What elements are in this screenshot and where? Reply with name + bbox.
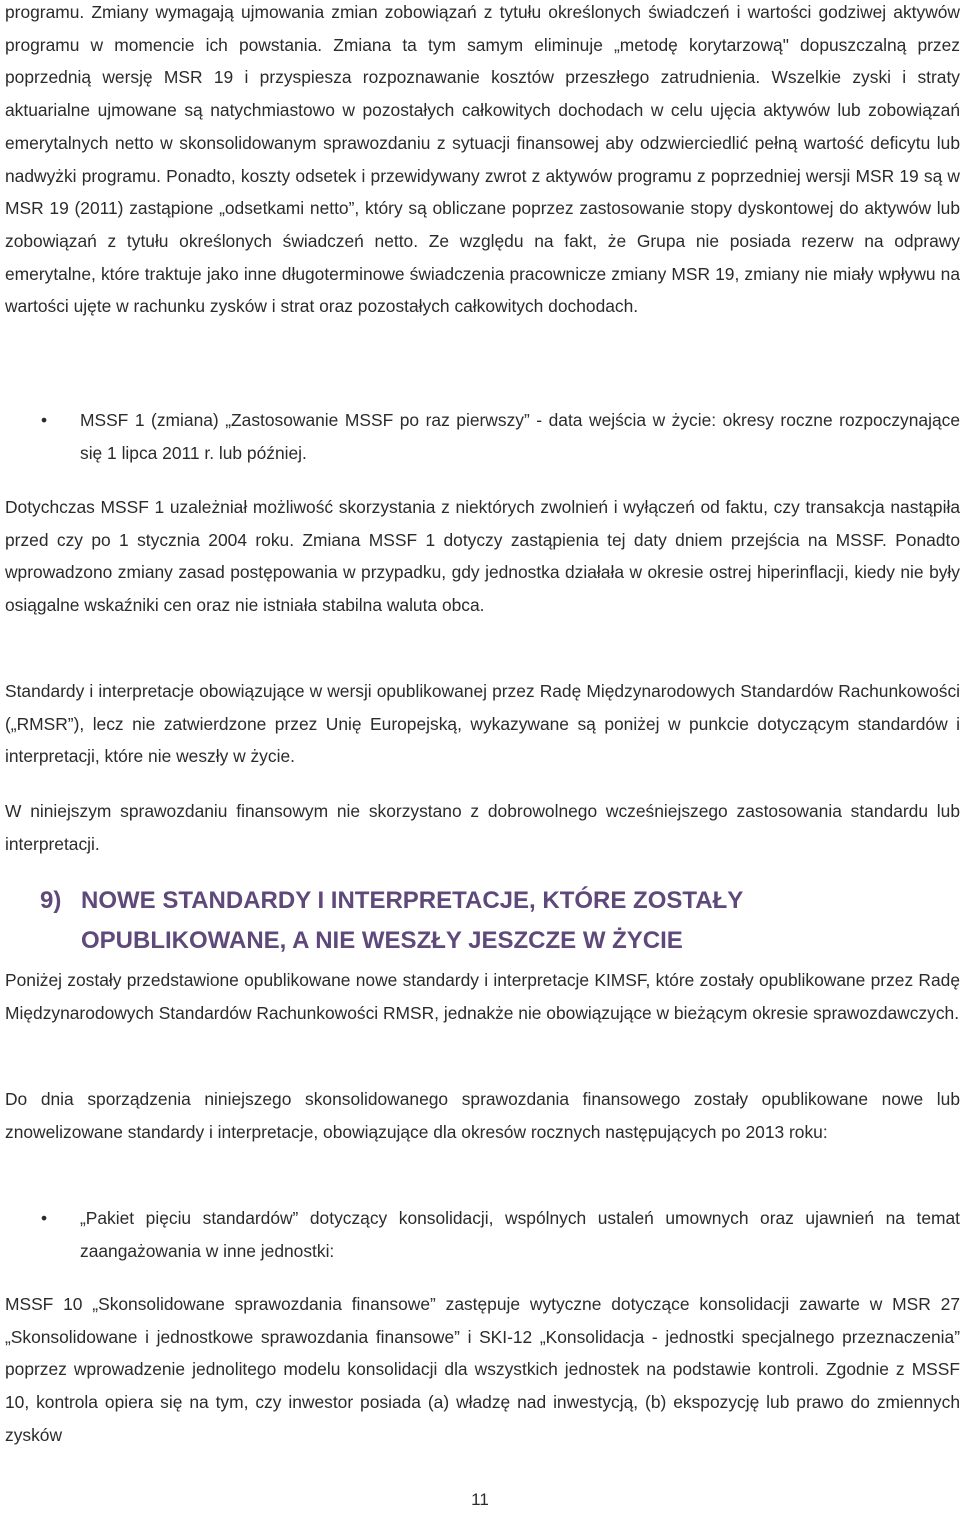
bullet-icon: • — [41, 410, 48, 430]
paragraph-new-standards-intro: Poniżej zostały przedstawione opublikowane nowe standardy i interpretacje KIMSF, które zostały opublikowane przez Radę Międzynarodowych Standardów Rachunkowości RMSR, jednakże nie obowiązujące w bieżącym okresie sprawozdawczych. — [5, 970, 960, 1023]
bullet-text: „Pakiet pięciu standardów” dotyczący konsolidacji, wspólnych ustaleń umownych oraz ujawnień na temat zaangażowania w inne jednostki: — [80, 1208, 960, 1261]
paragraph-ifrs10: MSSF 10 „Skonsolidowane sprawozdania finansowe” zastępuje wytyczne dotyczące konsolidacji zawarte w MSR 27 „Skonsolidowane i jednostkowe sprawozdania finansowe” i SKI-12 „Konsolidacja - jednostki specjalnego przeznaczenia” poprzez wprowadzenie jednolitego modelu konsolidacji dla wszystkich jednostek na podstawie kontroli. Zgodnie z MSSF 10, kontrola opiera się na tym, czy inwestor posiada (a) władzę nad inwestycją, (b) ekspozycję lub prawo do zmiennych zysków — [5, 1294, 960, 1445]
paragraph-ifrs1-details: Dotychczas MSSF 1 uzależniał możliwość skorzystania z niektórych zwolnień i wyłączeń od faktu, czy transakcja nastąpiła przed czy po 1 stycznia 2004 roku. Zmiana MSSF 1 dotyczy zastąpienia tej daty dniem przejścia na MSSF. Ponadto wprowadzono zmiany zasad postępowania w przypadku, gdy jednostka działała w okresie ostrej hiperinflacji, kiedy nie były osiągalne wskaźniki cen oraz nie istniała stabilna waluta obca. — [5, 497, 960, 616]
paragraph-published-standards: Do dnia sporządzenia niniejszego skonsolidowanego sprawozdania finansowego zostały opublikowane nowe lub znowelizowane standardy i interpretacje, obowiązujące dla okresów rocznych następujących po 2013 roku: — [5, 1089, 960, 1142]
bullet-text: MSSF 1 (zmiana) „Zastosowanie MSSF po raz pierwszy” - data wejścia w życie: okresy roczne rozpoczynające się 1 lipca 2011 r. lub później. — [80, 410, 960, 463]
bullet-item-ifrs1 — [5, 404, 960, 469]
paragraph-ias19-changes: programu. Zmiany wymagają ujmowania zmian zobowiązań z tytułu określonych świadczeń i wartości godziwej aktywów programu w momencie ich powstania. Zmiana ta tym samym eliminuje „metodę korytarzową" dopuszczalną przez poprzednią wersję MSR 19 i przyspiesza rozpoznawanie kosztów przeszłego zatrudnienia. Wszelkie zyski i straty aktuarialne ujmowane są natychmiastowo w pozostałych całkowitych dochodach w celu ujęcia aktywów lub zobowiązań emerytalnych netto w skonsolidowanym sprawozdaniu z sytuacji finansowej aby odzwierciedlić pełną wartość deficytu lub nadwyżki programu. Ponadto, koszty odsetek i przewidywany zwrot z aktywów programu z poprzedniej wersji MSR 19 są w MSR 19 (2011) zastąpione „odsetkami netto”, który są obliczane poprzez zastosowanie stopy dyskontowej do aktywów lub zobowiązań z tytułu określonych świadczeń netto. Ze względu na fakt, że Grupa nie posiada rezerw na odprawy emerytalne, które traktuje jako inne długoterminowe świadczenia pracownicze zmiany MSR 19, zmiany nie miały wpływu na wartości ujęte w rachunku zysków i strat oraz pozostałych całkowitych dochodach. — [5, 2, 960, 317]
paragraph-ias-not-endorsed: Standardy i interpretacje obowiązujące w wersji opublikowanej przez Radę Międzynarodowych Standardów Rachunkowości („RMSR”), lecz nie zatwierdzone przez Unię Europejską, wykazywane są poniżej w punkcie dotyczącym standardów i interpretacji, które nie weszły w życie. — [5, 681, 960, 767]
section-heading — [40, 881, 940, 961]
bullet-item-five-standards — [5, 1202, 960, 1267]
section-title: NOWE STANDARDY I INTERPRETACJE, KTÓRE ZOSTAŁY OPUBLIKOWANE, A NIE WESZŁY JESZCZE W ŻYCIE — [81, 887, 743, 954]
bullet-icon: • — [41, 1208, 48, 1228]
paragraph-early-adoption: W niniejszym sprawozdaniu finansowym nie skorzystano z dobrowolnego wcześniejszego zastosowania standardu lub interpretacji. — [5, 801, 960, 854]
page-number: 11 — [471, 1490, 489, 1509]
section-number: 9) — [40, 887, 62, 914]
